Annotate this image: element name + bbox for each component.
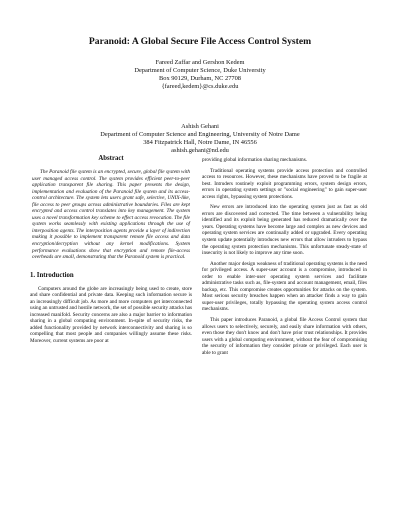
author-affiliation: Department of Computer Science and Engineering, University of Notre Dame xyxy=(100,131,300,138)
section-heading-introduction: 1. Introduction xyxy=(30,271,74,279)
paragraph: This paper introduces Paranoid, a global file Access Control system that allows users to selectively, securely, and easily share information with others, even those they don't know and don't have prior trust relationships. It provides users with a global computing environment, without the fear of compromising the security of information they consider private or privileged. Each user is able to grant xyxy=(202,317,367,356)
paragraph: Computers around the globe are increasingly being used to create, store and share confidential and private data. Keeping such information secure is an increasingly difficult job. As more and more computers get interconnected using an untrusted and hostile network, the set of possible security attacks has increased manifold. Security concerns are also a major barrier to information sharing in a global computing environment. In-spite of security risks, the added functionality provided by network interconnectivity and sharing is so compelling that most people and companies willingly assume these risks. Moreover, current systems are poor at xyxy=(30,285,192,345)
paper-title: Paranoid: A Global Secure File Access Control System xyxy=(88,36,312,47)
author-names: Ashish Gehani xyxy=(181,123,219,130)
paragraph: Traditional operating systems provide access protection and controlled access to resources. However, these mechanisms have proved to be fragile at best. Intruders routinely exploit programming errors, system design errors, errors in operating system settings or "social engineering" to gain super-user access rights, bypassing system protections. xyxy=(202,167,367,200)
paragraph: New errors are introduced into the operating system just as fast as old errors are discovered and corrected. The time between a vulnerability being identified and its exploit being generated has reduced dramatically over the years. Operating systems have become large and complex as new devices and operating system services are continually added or upgraded. Every operating system update potentially introduces new errors that allow intruders to bypass the operating system protection mechanisms. This unfortunate steady-state of insecurity is not likely to improve any time soon. xyxy=(202,204,367,257)
author-address: Box 90129, Durham, NC 27708 xyxy=(158,75,241,82)
abstract xyxy=(32,169,190,261)
author-email: {fareed,kedem}@cs.duke.edu xyxy=(161,83,239,90)
author-block-duke xyxy=(20,59,380,91)
paragraph: Another major design weakness of traditional operating systems is the need for privileged access. A super-user account is a compromise, introduced in order to enable inter-user operating system services and facilitate administrative tasks such as, file-system and account management, email, files backup, etc. This compromise creates opportunities for attacks on the system. Most serious security breaches happen when an attacker finds a way to gain super-user privileges, totally bypassing the operating system access control mechanisms. xyxy=(202,260,367,313)
author-address: 384 Fitzpatrick Hall, Notre Dame, IN 46556 xyxy=(143,139,257,146)
abstract-heading: Abstract xyxy=(98,155,124,162)
author-affiliation: Department of Computer Science, Duke University xyxy=(134,67,266,74)
left-column xyxy=(30,154,192,345)
paragraph: providing global information sharing mechanisms. xyxy=(202,157,308,163)
right-column xyxy=(202,157,367,356)
author-block-notre-dame xyxy=(20,123,380,155)
introduction-body xyxy=(30,286,192,345)
author-email: ashish.gehani@nd.edu xyxy=(171,147,229,154)
abstract-text: The Paranoid file system is an encrypted, secure, global file system with user managed access control. The system provides efficient peer-to-peer application transparent file sharing. This paper presents the design, implementation and evaluation of the Paranoid file system and its access-control architecture. The system lets users grant safe, selective, UNIX-like, file access to peer groups across administrative boundaries. Files are kept encrypted and access control translates into key management. The system uses a novel transformation key scheme to effect access revocation. The file system works seamlessly with existing applications through the use of interposition agents. The interposition agents provide a layer of indirection making it possible to implement transparent remote file access and data encryption/decryption without any kernel modifications. System performance evaluations show that encryption and remote file-access overheads are small, demonstrating that the Paranoid system is practical. xyxy=(32,169,190,261)
author-names: Fareed Zaffar and Gershon Kedem xyxy=(155,59,245,66)
